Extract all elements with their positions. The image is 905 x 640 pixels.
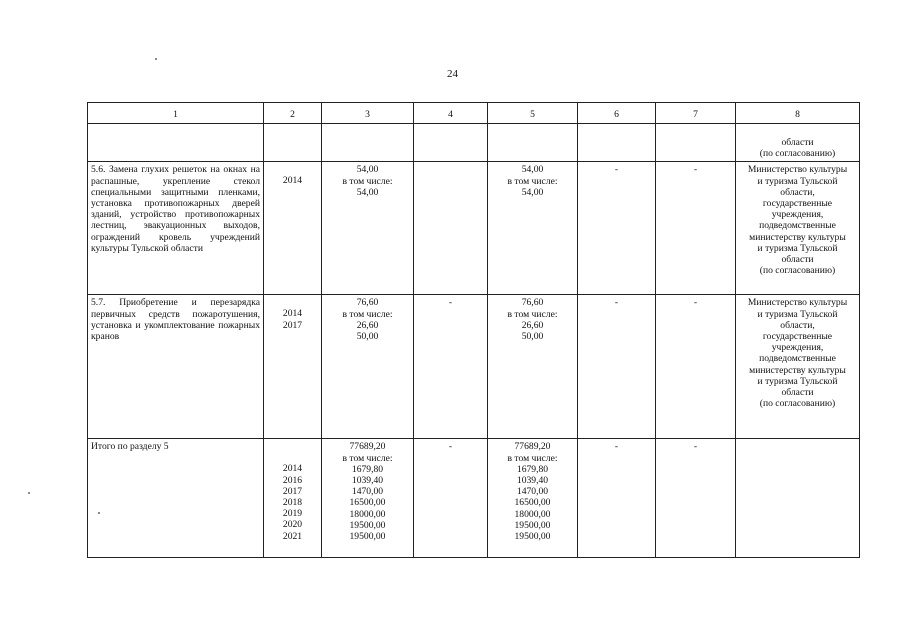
column-header: 5 xyxy=(488,103,578,124)
year-value: 2014 xyxy=(282,175,303,187)
executor-line: области, xyxy=(780,319,815,331)
executor-line: (по согласованию) xyxy=(759,265,836,277)
executor-line: и туризма Тульской xyxy=(757,375,838,387)
executor-line: Министерство культуры xyxy=(747,297,848,309)
year-amount: 1679,80 xyxy=(516,463,549,475)
column-4-cell xyxy=(414,162,488,295)
scan-speck xyxy=(98,512,100,514)
description-text: 5.6. Замена глухих решеток на окнах на распашные, укрепление стекол специальными защитными пленками, установка противопожарных дверей зданий, устройство противопожарных лестниц, эвакуационных выходов, ограждений кровель учреждений культуры Тульской области xyxy=(91,164,260,254)
dash-value: - xyxy=(448,441,453,453)
year-amount: 50,00 xyxy=(356,331,379,343)
column-4-cell xyxy=(414,295,488,439)
year-amount: 54,00 xyxy=(521,186,544,198)
year-value: 2016 xyxy=(282,474,303,486)
executor-line: области xyxy=(781,137,814,148)
year-amount: 50,00 xyxy=(521,331,544,343)
column-6-cell xyxy=(578,439,656,558)
total-cell xyxy=(322,439,414,558)
year-value: 2017 xyxy=(282,319,303,331)
column-header: 1 xyxy=(88,103,264,124)
years-cell xyxy=(264,439,322,558)
executor-line: подведомственные xyxy=(759,353,836,365)
year-amount: 19500,00 xyxy=(349,519,386,531)
executor-line: учреждения, xyxy=(771,342,824,354)
year-amount: 16500,00 xyxy=(349,497,386,509)
total-value: 77689,20 xyxy=(349,441,386,453)
column-header: 8 xyxy=(736,103,860,124)
year-amount: 1039,40 xyxy=(351,475,384,487)
table-cell xyxy=(656,124,736,162)
column-4-cell xyxy=(414,439,488,558)
table-row xyxy=(88,439,860,558)
executor-line: государственные xyxy=(762,331,833,343)
executor-line: (по согласованию) xyxy=(759,148,836,160)
executor-line: и туризма Тульской xyxy=(757,242,838,254)
page-number: 24 xyxy=(447,68,458,80)
executor-cell xyxy=(736,439,860,558)
table-row xyxy=(88,295,860,439)
year-amount: 1039,40 xyxy=(516,475,549,487)
executor-line: государственные xyxy=(762,198,833,210)
executor-line: области xyxy=(781,387,814,399)
year-amount: 19500,00 xyxy=(349,531,386,543)
years-cell xyxy=(264,162,322,295)
column-7-cell xyxy=(656,439,736,558)
continuation-row xyxy=(88,124,860,162)
in-total-label: в том числе: xyxy=(342,175,393,187)
description-cell xyxy=(88,439,264,558)
description-text: 5.7. Приобретение и перезарядка первичных средств пожаротушения, установка и укомплектование пожарных кранов xyxy=(91,297,260,343)
year-value: 2020 xyxy=(282,519,303,531)
year-amount: 26,60 xyxy=(521,319,544,331)
column-header: 4 xyxy=(414,103,488,124)
year-amount: 18000,00 xyxy=(514,508,551,520)
total-cell xyxy=(322,295,414,439)
total-value: 77689,20 xyxy=(514,441,551,453)
executor-line: министерству культуры xyxy=(749,364,846,376)
scan-speck xyxy=(155,58,157,60)
dash-value: - xyxy=(614,297,619,309)
year-value: 2019 xyxy=(282,508,303,520)
dash-value: - xyxy=(693,441,698,453)
year-value: 2014 xyxy=(282,463,303,475)
description-text: Итого по разделу 5 xyxy=(91,441,169,453)
table-cell xyxy=(88,124,264,162)
year-amount: 1470,00 xyxy=(351,486,384,498)
table-cell xyxy=(264,124,322,162)
executor-line: области, xyxy=(780,186,815,198)
year-amount: 19500,00 xyxy=(514,519,551,531)
total-value: 76,60 xyxy=(521,297,544,309)
description-cell xyxy=(88,295,264,439)
program-table xyxy=(87,102,860,558)
year-amount: 1470,00 xyxy=(516,486,549,498)
description-cell xyxy=(88,162,264,295)
column-7-cell xyxy=(656,162,736,295)
column-5-cell xyxy=(488,162,578,295)
executor-line: министерству культуры xyxy=(749,231,846,243)
dash-value: - xyxy=(614,164,619,176)
year-amount: 16500,00 xyxy=(514,497,551,509)
dash-value: - xyxy=(693,297,698,309)
executor-line: (по согласованию) xyxy=(759,398,836,410)
year-amount: 54,00 xyxy=(356,186,379,198)
year-amount: 19500,00 xyxy=(514,531,551,543)
executor-line: Министерство культуры xyxy=(747,164,848,176)
total-value: 54,00 xyxy=(521,164,544,176)
executor-cell xyxy=(736,162,860,295)
year-value: 2017 xyxy=(282,485,303,497)
year-amount: 26,60 xyxy=(356,319,379,331)
years-cell xyxy=(264,295,322,439)
column-5-cell xyxy=(488,295,578,439)
column-header: 6 xyxy=(578,103,656,124)
scan-speck xyxy=(28,492,30,494)
executor-line: подведомственные xyxy=(759,220,836,232)
year-value: 2018 xyxy=(282,497,303,509)
executor-cell xyxy=(736,295,860,439)
in-total-label: в том числе: xyxy=(342,452,393,464)
executor-line: учреждения, xyxy=(771,209,824,221)
total-value: 76,60 xyxy=(356,297,379,309)
dash-value: - xyxy=(448,297,453,309)
in-total-label: в том числе: xyxy=(507,452,558,464)
executor-line: и туризма Тульской xyxy=(757,308,838,320)
table-row xyxy=(88,162,860,295)
dash-value: - xyxy=(693,164,698,176)
year-value: 2021 xyxy=(282,530,303,542)
total-value: 54,00 xyxy=(356,164,379,176)
column-6-cell xyxy=(578,295,656,439)
table-cell xyxy=(578,124,656,162)
column-header: 7 xyxy=(656,103,736,124)
in-total-label: в том числе: xyxy=(507,308,558,320)
year-value: 2014 xyxy=(282,308,303,320)
in-total-label: в том числе: xyxy=(342,308,393,320)
column-7-cell xyxy=(656,295,736,439)
executor-line: области xyxy=(781,254,814,266)
table-cell xyxy=(322,124,414,162)
column-header-row xyxy=(88,103,860,124)
column-header: 2 xyxy=(264,103,322,124)
year-amount: 18000,00 xyxy=(349,508,386,520)
table-cell xyxy=(414,124,488,162)
year-amount: 1679,80 xyxy=(351,463,384,475)
in-total-label: в том числе: xyxy=(507,175,558,187)
column-5-cell xyxy=(488,439,578,558)
total-cell xyxy=(322,162,414,295)
column-header: 3 xyxy=(322,103,414,124)
table-cell xyxy=(488,124,578,162)
column-6-cell xyxy=(578,162,656,295)
executor-line: и туризма Тульской xyxy=(757,175,838,187)
dash-value: - xyxy=(614,441,619,453)
executor-cell xyxy=(736,124,860,162)
